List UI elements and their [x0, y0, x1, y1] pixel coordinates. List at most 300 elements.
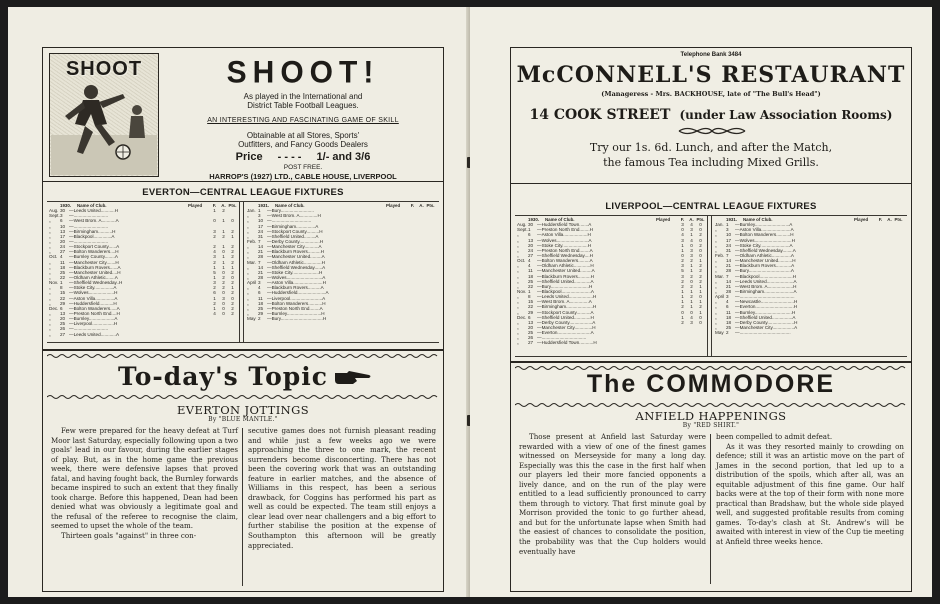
- fixture-day: 18: [528, 273, 534, 279]
- fixture-goals-for: 4: [213, 310, 216, 316]
- fixture-opponent: —Sheffield Wednesday......A: [267, 264, 326, 270]
- fixture-opponent: —Everton..........................A: [537, 330, 594, 336]
- everton-jottings-col1: Few were prepared for the heavy defeat at Turf Moor last Saturday, especially following upon a two goals' lead in our favour, during the earlier stages of play. But, as in the home game the previous week, there were defensive lapses that proved fatal, and having fought back, the Burnley forwards became inspired to such an extent that they finally took charge. Before this happened, Dean had been denied what was obviously a legitimate goal and the refusal of the referee to recognise the claim, seemed to upset the whole of the team. Thirteen goals "against" in three con-: [51, 426, 238, 541]
- fixture-month: „: [715, 288, 717, 294]
- fixture-month: „: [517, 330, 519, 336]
- fixture-points: [228, 332, 237, 337]
- fixture-goals-for: 2: [681, 283, 684, 289]
- wavy-rule: [47, 394, 439, 400]
- fixture-month: „: [715, 227, 717, 233]
- fixture-opponent: —Blackpool..............A: [69, 233, 115, 239]
- fixture-opponent: —Leeds United...................H: [537, 294, 597, 300]
- fixture-day: 14: [726, 278, 732, 284]
- fixture-goals-against: 4: [690, 237, 693, 243]
- fixtures-header: 1930. Name of Club. Played F. A. Pts.: [528, 217, 705, 222]
- fixture-month: „: [517, 242, 519, 248]
- fixture-day: 22: [528, 283, 534, 289]
- anfield-happenings-title: ANFIELD HAPPENINGS: [635, 409, 787, 423]
- pointing-hand-icon: [333, 369, 373, 387]
- fixture-points: 0: [699, 237, 702, 243]
- fixture-day: 15: [528, 299, 534, 305]
- fixture-opponent: —...................................: [537, 335, 587, 341]
- fixture-goals-against: [417, 316, 426, 321]
- fixture-points: 2: [231, 300, 234, 306]
- fixture-goals-for: 4: [681, 232, 684, 238]
- fixture-month: April: [715, 294, 725, 300]
- fixture-points: 2: [231, 254, 234, 260]
- fixture-day: 4: [60, 254, 63, 260]
- fixture-goals-against: 3: [690, 319, 693, 325]
- fixture-points: 0: [699, 222, 702, 228]
- shoot-logo-text: SHOOT: [65, 58, 143, 80]
- fixture-month: Nov.: [517, 288, 527, 294]
- fixture-month: „: [715, 319, 717, 325]
- fixture-month: Aug.: [49, 208, 59, 214]
- fixture-day: 15: [60, 290, 66, 296]
- fixture-month: Jan.: [715, 222, 724, 228]
- fixture-goals-for: 2: [681, 304, 684, 310]
- fixture-goals-for: 1: [681, 242, 684, 248]
- fixture-points: 0: [699, 227, 702, 233]
- fixture-month: „: [49, 310, 51, 316]
- fixture-day: 27: [60, 331, 66, 337]
- fixture-month: „: [49, 300, 51, 306]
- fixture-day: 25: [528, 330, 534, 336]
- shoot-advert: [43, 48, 443, 182]
- fixture-opponent: —Derby County.....................H: [735, 319, 798, 325]
- fixture-month: „: [247, 305, 249, 311]
- right-page: [470, 7, 932, 597]
- shoot-tagline: AN INTERESTING AND FASCINATING GAME OF SKILL: [207, 117, 399, 124]
- fixture-opponent: —Sheffield United.............H: [537, 314, 594, 320]
- fixture-month: „: [517, 283, 519, 289]
- left-page-frame: [42, 47, 444, 592]
- fixture-opponent: —Bolton Wanderers.....A: [69, 305, 120, 311]
- fixture-opponent: —Blackburn Rovers..........H: [267, 249, 324, 255]
- fixture-day: 6: [60, 218, 63, 224]
- fixture-day: 1: [528, 288, 531, 294]
- fixture-opponent: —Aston Villa.......................H: [267, 280, 326, 286]
- fixture-goals-against: 1: [690, 299, 693, 305]
- fixture-goals-against: 1: [222, 228, 225, 234]
- fixture-day: 8: [60, 285, 63, 291]
- restaurant-manager: (Manageress - Mrs. BACKHOUSE, late of "The Bull's Head"): [601, 90, 821, 98]
- fixture-goals-for: 1: [213, 305, 216, 311]
- fixture-opponent: —Bury.................................H: [267, 316, 327, 322]
- fixture-month: „: [247, 285, 249, 291]
- fixture-month: „: [49, 244, 51, 250]
- fixture-month: „: [517, 294, 519, 300]
- fixture-day: 10: [726, 232, 732, 238]
- fixture-month: „: [247, 244, 249, 250]
- fixture-opponent: —Wolves....................H: [69, 290, 118, 296]
- fixture-month: May: [247, 316, 256, 322]
- fixture-opponent: —Manchester City..............H: [537, 324, 596, 330]
- fixture-goals-against: 2: [222, 233, 225, 239]
- fixture-opponent: —Burnley...........................H: [267, 310, 325, 316]
- fixture-opponent: —Wolves.............................H: [735, 237, 795, 243]
- fixture-month: „: [49, 269, 51, 275]
- fixture-points: 2: [231, 280, 234, 286]
- fixture-day: 11: [528, 268, 533, 274]
- fixture-opponent: —Preston North End........A: [267, 305, 323, 311]
- fixture-opponent: —Bolton Wanderers....H: [69, 249, 119, 255]
- fixture-day: 29: [258, 310, 264, 316]
- fixture-month: „: [715, 242, 717, 248]
- fixture-goals-for: 1: [681, 294, 684, 300]
- fixture-goals-against: [687, 340, 696, 345]
- fixture-goals-for: 4: [213, 249, 216, 255]
- fixture-day: 20: [528, 324, 534, 330]
- fixture-month: „: [49, 285, 51, 291]
- fixture-day: 18: [726, 314, 732, 320]
- fixture-month: „: [247, 228, 249, 234]
- fixture-month: „: [517, 273, 519, 279]
- fixture-day: 8: [528, 294, 531, 300]
- fixture-opponent: —Preston North End....H: [69, 310, 120, 316]
- fixture-day: 14: [258, 264, 264, 270]
- fixture-rows: [49, 208, 237, 337]
- fixture-opponent: —Blackpool.......................A: [537, 288, 594, 294]
- fixture-opponent: —Stockport County......A: [69, 244, 120, 250]
- fixture-day: 3: [258, 280, 261, 286]
- fixture-month: „: [49, 295, 51, 301]
- fixture-opponent: —Birmingham...........H: [69, 228, 116, 234]
- fixture-day: 31: [726, 247, 732, 253]
- fixture-opponent: —Bolton Wanderers.........A: [537, 258, 593, 264]
- restaurant-phone: Telephone Bank 3484: [680, 52, 742, 58]
- fixture-points: 2: [699, 278, 702, 284]
- fixture-day: 26: [60, 326, 66, 332]
- fixture-goals-against: 0: [690, 278, 693, 284]
- fixture-opponent: —Sheffield United.........A: [267, 233, 319, 239]
- fixture-goals-against: 1: [222, 254, 225, 260]
- fixture-goals-against: 2: [690, 273, 693, 279]
- fixture-goals-for: 1: [681, 247, 684, 253]
- fixture-day: 22: [528, 304, 534, 310]
- fixture-goals-against: 2: [222, 285, 225, 291]
- fixture-opponent: —Newcastle..........................H: [735, 299, 798, 305]
- fixture-opponent: —Stockport County..........H: [267, 228, 323, 234]
- fixture-opponent: —Burnley....................A: [69, 316, 118, 322]
- fixture-month: Feb.: [247, 238, 257, 244]
- fixture-opponent: —...........................: [69, 238, 109, 244]
- fixture-rows: [715, 222, 903, 335]
- fixture-day: 6: [60, 305, 63, 311]
- fixture-goals-for: 3: [213, 254, 216, 260]
- fixture-month: Oct.: [517, 258, 526, 264]
- fixture-opponent: —Manchester United...........H: [735, 258, 796, 264]
- fixture-points: 2: [231, 310, 234, 316]
- fixture-month: „: [715, 278, 717, 284]
- fixture-day: 6: [726, 304, 729, 310]
- fixture-day: 7: [258, 259, 261, 265]
- fixture-month: „: [517, 335, 519, 341]
- fixture-day: 6: [528, 314, 531, 320]
- fixture-goals-for: 2: [681, 258, 684, 264]
- fixture-opponent: —...........................: [69, 223, 109, 229]
- fixture-rows: [517, 222, 705, 345]
- fixture-month: Aug.: [517, 222, 527, 228]
- fixture-goals-for: 3: [213, 280, 216, 286]
- fixture-month: „: [247, 254, 249, 260]
- fixture-month: April: [247, 280, 257, 286]
- shoot-box-illustration: [49, 53, 159, 177]
- fixture-month: Dec.: [49, 305, 59, 311]
- fixture-opponent: —Stoke City...............A: [69, 285, 117, 291]
- fixture-month: „: [247, 249, 249, 255]
- restaurant-line1: Try our 1s. 6d. Lunch, and after the Match,: [589, 141, 833, 154]
- fixture-opponent: —Birmingham.......................A: [735, 288, 797, 294]
- fixture-day: 21: [258, 269, 264, 275]
- fixture-month: „: [49, 264, 51, 270]
- fixture-day: 24: [528, 247, 534, 253]
- fixture-goals-for: 5: [681, 268, 684, 274]
- fixture-goals-against: 1: [690, 268, 693, 274]
- fixture-day: 25: [60, 269, 66, 275]
- fixture-day: 18: [258, 300, 264, 306]
- fixture-opponent: —Sheffield United................A: [735, 314, 796, 320]
- fixture-points: 0: [699, 319, 702, 325]
- fixture-day: 21: [258, 249, 264, 255]
- fixture-goals-against: 3: [690, 227, 693, 233]
- anfield-happenings-col2: been compelled to admit defeat. As it was they resorted mainly to crowding on defence; still it was an artistic move on the part of James in the second portion, that led up to a distribution of the spoils, which after all, was an equitable adjustment of this fine game. Our half backs were at the top of their form with none more practical than Bradshaw, but the whole side played well, and suggested profitable results from coming games. To-day's clash at St. Andrew's will be awaited with interest in view of the Cup tie meeting at Anfield three weeks hence.: [716, 432, 904, 547]
- fixture-month: „: [49, 218, 51, 224]
- fixture-points: 2: [231, 269, 234, 275]
- fixture-month: „: [517, 309, 519, 315]
- fixture-opponent: —...........................................: [735, 294, 795, 300]
- everton-jottings-col2: secutive games does not furnish pleasant reading and while just a few weeks ago we were approaching the three to one mark, the recent surrenders become disconcerting. There has not been the covering work that was an outstanding feature in earlier matches, and the absence of Williams in this respect, has been a serious drawback, for Coggins has performed his part as well as could be expected. The team still enjoys a clear lead over near challengers and a big effort to further stabilise the position at the expense of Southampton this afternoon will be greatly appreciated.: [248, 426, 436, 550]
- fixture-goals-against: 1: [690, 304, 693, 310]
- fixture-day: 29: [60, 300, 66, 306]
- fixture-opponent: —Sheffield United.............A: [537, 278, 594, 284]
- fixture-opponent: —........................................: [735, 330, 791, 336]
- fixture-month: „: [517, 319, 519, 325]
- restaurant-title: McCONNELL'S RESTAURANT: [516, 62, 906, 88]
- fixture-day: 29: [528, 309, 534, 315]
- fixture-opponent: —Huddersfield Town.......A: [537, 222, 592, 228]
- everton-jottings-title: EVERTON JOTTINGS: [176, 403, 310, 417]
- fixture-opponent: —...........................: [69, 213, 109, 219]
- fixture-points: 2: [699, 263, 702, 269]
- fixture-goals-for: 0: [681, 227, 684, 233]
- ornament-divider: [677, 126, 747, 136]
- fixture-day: 3: [726, 294, 729, 300]
- fixture-opponent: —Leeds United............A: [69, 331, 120, 337]
- fixture-day: 27: [528, 340, 534, 346]
- fixture-day: 7: [726, 273, 729, 279]
- fixture-month: „: [715, 263, 717, 269]
- fixture-goals-for: [678, 340, 687, 345]
- fixture-opponent: —Bolton Wanderers...........H: [735, 232, 794, 238]
- fixture-opponent: —Manchester City.................A: [735, 324, 798, 330]
- everton-fixtures-table: [47, 201, 439, 343]
- fixture-opponent: —Bury.................................A: [735, 268, 794, 274]
- left-page: [8, 7, 470, 597]
- fixture-points: 1: [231, 264, 234, 270]
- fixture-points: 2: [231, 228, 234, 234]
- fixture-month: „: [247, 269, 249, 275]
- fixture-goals-for: 1: [681, 314, 684, 320]
- fixture-month: „: [247, 264, 249, 270]
- shoot-post-free: POST FREE.: [283, 164, 323, 171]
- fixture-points: [426, 316, 435, 321]
- fixture-opponent: —West Brom. A...............A: [537, 299, 592, 305]
- fixture-opponent: —Oldham Athletic..............H: [267, 259, 325, 265]
- price-label: Price: [235, 151, 263, 163]
- fixture-opponent: —Manchester United.........A: [267, 254, 325, 260]
- fixture-day: 25: [258, 305, 264, 311]
- fixture-month: „: [517, 263, 519, 269]
- fixture-day: 3: [60, 213, 63, 219]
- fixture-month: Dec.: [517, 314, 527, 320]
- fixture-points: 0: [699, 294, 702, 300]
- fixture-month: „: [247, 300, 249, 306]
- fixture-day: 27: [528, 252, 534, 258]
- fixture-month: „: [247, 213, 249, 219]
- fixture-opponent: —Stoke City....................H: [537, 242, 592, 248]
- fixture-day: 6: [528, 232, 531, 238]
- everton-fixtures-1930: [49, 203, 237, 337]
- fixture-month: Jan.: [247, 208, 256, 214]
- fixture-opponent: —Oldham Athletic.............H: [537, 263, 594, 269]
- fixture-goals-against: 0: [222, 305, 225, 311]
- fixture-points: 1: [699, 299, 702, 305]
- fixture-month: „: [49, 238, 51, 244]
- fixture-day: 18: [60, 264, 66, 270]
- fixture-day: 13: [528, 319, 534, 325]
- fixture-day: 17: [726, 237, 732, 243]
- fixture-month: „: [517, 232, 519, 238]
- fixture-day: 27: [60, 249, 66, 255]
- fixture-points: 0: [699, 247, 702, 253]
- shoot-price-line: [163, 151, 443, 163]
- shoot-line1: As played in the International and: [243, 92, 363, 101]
- restaurant-address-note: (under Law Association Rooms): [679, 108, 893, 122]
- fixture-goals-against: 2: [690, 258, 693, 264]
- fixture-points: 0: [231, 295, 234, 301]
- fixture-goals-for: [408, 316, 417, 321]
- fixture-day: 24: [726, 242, 732, 248]
- fixture-opponent: —Birmingham.....................H: [537, 304, 597, 310]
- fixture-opponent: —...............................: [267, 218, 312, 224]
- fixture-month: Mar.: [247, 259, 256, 265]
- fixture-opponent: —Stoke City.......................A: [735, 242, 793, 248]
- fixture-opponent: —Manchester City...........A: [267, 244, 322, 250]
- fixture-points: 2: [699, 232, 702, 238]
- fixture-opponent: —Blackburn Rovers............A: [735, 263, 795, 269]
- fixture-month: „: [715, 304, 717, 310]
- fixture-month: Sept.: [517, 227, 528, 233]
- fixture-opponent: —...........................: [69, 326, 109, 332]
- fixture-day: 11: [258, 295, 263, 301]
- fixture-goals-against: 1: [222, 244, 225, 250]
- fixture-month: „: [715, 283, 717, 289]
- fixture-opponent: —Manchester City.......H: [69, 259, 119, 265]
- fixture-opponent: —Huddersfield...........H: [69, 300, 117, 306]
- price-value: 1/- and 3/6: [316, 151, 371, 163]
- fixture-opponent: —Aston Villa...............A: [69, 295, 118, 301]
- fixture-month: „: [715, 299, 717, 305]
- fixture-day: 2: [726, 330, 729, 336]
- fixture-goals-against: 2: [222, 280, 225, 286]
- fixture-month: „: [49, 331, 51, 337]
- fixture-points: 2: [231, 290, 234, 296]
- fixture-points: 2: [231, 259, 234, 265]
- wavy-rule: [515, 402, 907, 408]
- fixture-day: 13: [60, 228, 66, 234]
- fixture-opponent: —Stockport County...........A: [537, 309, 594, 315]
- fixture-row: [517, 340, 705, 345]
- fixture-goals-for: 3: [681, 273, 684, 279]
- restaurant-advert: [511, 48, 911, 184]
- fixture-goals-against: 2: [222, 274, 225, 280]
- fixture-opponent: —Burnley.............................H: [735, 309, 796, 315]
- fixture-month: „: [49, 274, 51, 280]
- fixture-day: 26: [528, 335, 534, 341]
- fixture-day: 20: [528, 242, 534, 248]
- fixture-opponent: —Derby County..................A: [537, 319, 596, 325]
- fixture-goals-against: 3: [222, 295, 225, 301]
- fixture-day: 6: [258, 290, 261, 296]
- fixture-day: 11: [60, 259, 65, 265]
- fixture-month: „: [49, 223, 51, 229]
- fixture-month: „: [517, 324, 519, 330]
- fixture-opponent: —Leeds United.....................A: [735, 278, 797, 284]
- fixture-goals-against: 1: [690, 263, 693, 269]
- fixture-day: 4: [528, 263, 531, 269]
- fixture-goals-against: 0: [690, 309, 693, 315]
- fixture-goals-against: 2: [690, 283, 693, 289]
- fixture-goals-against: 1: [222, 259, 225, 265]
- fixture-month: May: [715, 330, 724, 336]
- fixture-goals-for: 1: [213, 295, 216, 301]
- fixture-row: [715, 330, 903, 335]
- fixture-day: 13: [528, 237, 534, 243]
- fixture-goals-against: [219, 332, 228, 337]
- fixture-goals-for: 2: [681, 278, 684, 284]
- fixture-month: „: [517, 237, 519, 243]
- fixture-opponent: —Oldham Athletic...............A: [735, 252, 794, 258]
- liverpool-fixtures-1931: [715, 217, 903, 335]
- fixture-day: 1: [726, 222, 729, 228]
- fixture-rows: [247, 208, 435, 321]
- fixture-month: „: [715, 247, 717, 253]
- fixture-points: 1: [699, 258, 702, 264]
- fixture-month: „: [715, 232, 717, 238]
- fixture-points: [894, 330, 903, 335]
- fixture-goals-for: 3: [681, 222, 684, 228]
- fixture-opponent: —Preston North End........A: [537, 247, 593, 253]
- fixture-goals-against: 1: [690, 288, 693, 294]
- fixture-month: „: [715, 324, 717, 330]
- fixture-goals-for: 1: [213, 264, 216, 270]
- fixture-opponent: —Blackburn Rovers..........A: [267, 285, 324, 291]
- fixture-day: 10: [258, 218, 264, 224]
- fixture-opponent: —West Brom. A...........A: [69, 218, 119, 224]
- fixture-day: 4: [258, 285, 261, 291]
- fixture-goals-for: 6: [213, 290, 216, 296]
- fixture-opponent: —Huddersfield......................A: [267, 290, 329, 296]
- fixture-points: 2: [699, 268, 702, 274]
- fixture-day: 25: [528, 278, 534, 284]
- fixture-goals-for: 0: [213, 218, 216, 224]
- fixture-day: 7: [258, 238, 261, 244]
- footballer-illustration: [51, 80, 157, 175]
- restaurant-line2: the famous Tea including Mixed Grills.: [603, 156, 819, 169]
- fixture-goals-for: 0: [681, 252, 684, 258]
- fixture-day: 11: [726, 309, 731, 315]
